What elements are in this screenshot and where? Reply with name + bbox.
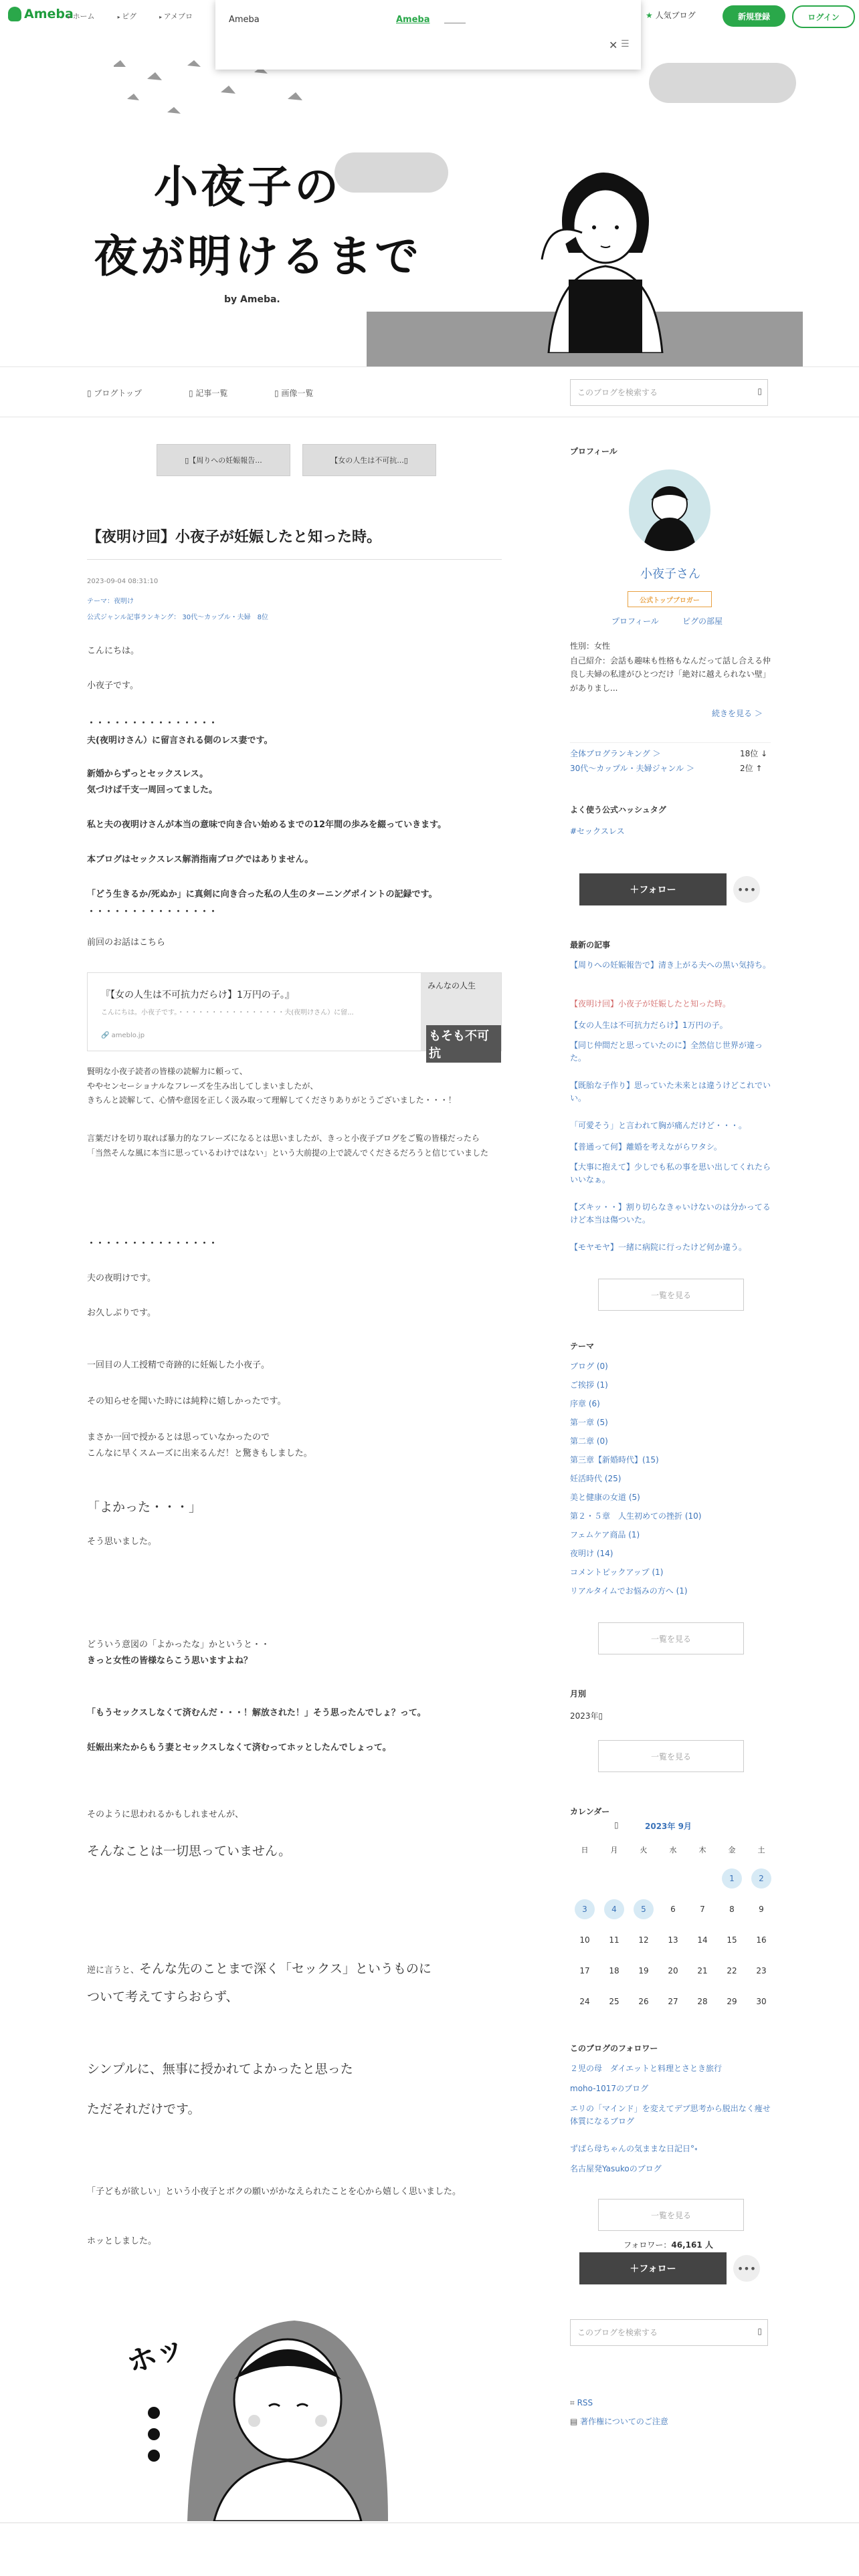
calendar-day: 23 [756, 1966, 767, 1975]
latest-article-link[interactable]: 【モヤモヤ】一緒に病院に行ったけど何か違う。 [570, 1243, 747, 1252]
paragraph: 言葉だけを切り取れば暴力的なフレーズになるとは思いましたが、きっと小夜子ブログをご覧の皆様だったら 「当然そんな風に本当に思っているわけではない」という大前提の上で読んでくださるだろうと信じていました [87, 1134, 489, 1158]
husband-illustration [120, 2306, 401, 2521]
link-card-title: 『【女の人生は不可抗力だらけ】1万円の子。』 [101, 990, 294, 1000]
hashtag-heading: よく使う公式ハッシュタグ [570, 805, 666, 815]
ranking-genre[interactable]: 30代〜カップル・夫婦ジャンル ＞ [570, 764, 694, 773]
follower-blog-link[interactable]: エリの「マインド」を変えてデブ思考から脱出なく痩せ体質になるブログ [570, 2104, 771, 2127]
login-button[interactable]: ログイン [792, 5, 855, 28]
read-more-link[interactable]: 続きを見る ＞ [712, 709, 763, 718]
paragraph-large: そんなことは一切思っていません。 [87, 1844, 292, 1858]
paragraph: 「どう生きるか/死ぬか」に真剣に向き合った私の人生のターニングポイントの記録です。 [87, 889, 438, 899]
ameba-logo[interactable]: Ameba [8, 7, 74, 21]
paragraph-large: ついて考えてすらおらず、 [87, 1990, 239, 2004]
paragraph: 小夜子です。 [87, 681, 138, 691]
header-title-line2: 夜が明けるまで [94, 231, 421, 282]
star-icon: ★ [646, 11, 653, 20]
nav-pigg[interactable]: ▸ ピグ [118, 11, 137, 21]
calendar-day: 26 [638, 1997, 649, 2006]
cloud-shape [649, 63, 796, 103]
theme-link[interactable]: フェムケア商品 (1) [570, 1530, 640, 1539]
calendar-day: 29 [727, 1997, 737, 2006]
calendar-weekday: 水 [669, 1846, 677, 1854]
prev-article-button[interactable]: ▯ 【周りへの妊娠報告... [157, 444, 290, 476]
official-badge: 公式トップブロガー [628, 591, 712, 607]
latest-article-link[interactable]: 【周りへの妊娠報告で】清き上がる夫への黒い気持ち。 [570, 960, 771, 970]
paragraph: きっと女性の皆様ならこう思いますよね？ [87, 1656, 253, 1666]
divider [570, 742, 771, 743]
link-card-thumbnail: みんなの人生 もそも不可抗 [421, 973, 501, 1051]
ranking-overall-value: 18位 ↓ [740, 749, 768, 758]
close-icon[interactable]: ✕ [609, 39, 618, 51]
global-nav [68, 11, 193, 21]
chevron-down-icon: ▯ [598, 1711, 603, 1721]
theme-link[interactable]: 第一章 (5) [570, 1418, 608, 1427]
nav-image-list[interactable]: ▯ 画像一覧 [274, 389, 314, 398]
article-date: 2023-09-04 08:31:10 [87, 578, 159, 585]
see-all-themes-button[interactable]: 一覧を見る [598, 1622, 744, 1654]
dots-separator: ・・・・・・・・・・・・・・・ [87, 1239, 218, 1249]
calendar-day: 9 [759, 1905, 764, 1914]
copyright-link[interactable]: ▤ 著作権についてのご注意 [570, 2417, 668, 2426]
paragraph: そのように思われるかもしれませんが、 [87, 1810, 244, 1820]
theme-link[interactable]: コメントピックアップ (1) [570, 1568, 664, 1577]
calendar-day: 17 [579, 1966, 590, 1975]
paragraph: 「もうセックスしなくて済むんだ・・・！解放された！」そう思ったんでしょ？って。 [87, 1708, 426, 1718]
calendar-prev-icon[interactable]: ▯ [614, 1820, 619, 1830]
calendar-day[interactable]: 4 [604, 1899, 624, 1919]
ranking-genre-value: 2位 ↑ [740, 764, 763, 773]
follow-button[interactable]: ＋フォロー [579, 873, 727, 905]
blog-nav [0, 366, 859, 417]
paragraph: まさか一回で授かるとは思っていなかったので [87, 1432, 270, 1442]
paragraph: 一回目の人工授精で奇跡的に妊娠した小夜子。 [87, 1360, 270, 1370]
calendar-heading: カレンダー [570, 1807, 610, 1816]
paragraph: 新婚からずっとセックスレス。 [87, 769, 209, 779]
paragraph-large: 「よかった・・・」 [87, 1500, 202, 1515]
dots-separator: ・・・・・・・・・・・・・・・ [87, 718, 218, 728]
calendar-day: 24 [579, 1997, 590, 2006]
menu-icon[interactable]: ☰ [621, 39, 630, 49]
paragraph: お久しぶりです。 [87, 1308, 156, 1318]
calendar-day: 10 [579, 1935, 590, 1945]
theme-link[interactable]: 妊活時代 (25) [570, 1474, 622, 1483]
profile-heading: プロフィール [570, 447, 617, 456]
link-card-domain: 🔗 ameblo.jp [101, 1032, 145, 1039]
next-article-button[interactable]: 【女の人生は不可抗... ▯ [302, 444, 436, 476]
paragraph-large: シンプルに、無事に授かれてよかったと思った [87, 2062, 353, 2076]
link-card-desc: こんにちは。小夜子です。・・・・・・・・・・・・・・・・夫(夜明けさん）に留... [101, 1009, 354, 1016]
paragraph: ホッとしました。 [87, 2236, 157, 2246]
hashtag-link[interactable]: #セックスレス [570, 827, 625, 836]
calendar-day: 27 [668, 1997, 678, 2006]
theme-heading: テーマ [570, 1341, 595, 1351]
blog-header-image[interactable] [0, 32, 859, 366]
nav-blog-top[interactable]: ▯ ブログトップ [87, 389, 142, 398]
nav-article-list[interactable]: ▯ 記事一覧 [189, 389, 228, 398]
see-all-followers-button[interactable]: 一覧を見る [598, 2199, 744, 2231]
calendar-day[interactable]: 5 [634, 1899, 654, 1919]
calendar-weekday: 木 [698, 1846, 706, 1854]
paragraph-large: 逆に言うと、そんな先のことまで深く「セックス」というものに [87, 1961, 432, 1976]
theme-link[interactable]: 第二章 (0) [570, 1436, 608, 1446]
latest-article-link[interactable]: 【大事に抱えて】少しでも私の事を思い出してくれたらいいなぁ。 [570, 1162, 771, 1185]
calendar-day: 20 [668, 1966, 678, 1975]
ranking-overall[interactable]: 全体ブログランキング ＞ [570, 749, 661, 758]
avatar-illustration [629, 469, 710, 551]
paragraph: 本ブログはセックスレス解消指南ブログではありません。 [87, 855, 314, 865]
theme-link[interactable]: 第２・５章 人生初めての挫折 (10) [570, 1511, 702, 1521]
profile-link[interactable]: プロフィール [611, 617, 659, 626]
ad-popup [215, 0, 641, 70]
calendar-weekday: 月 [610, 1846, 618, 1854]
dots-separator: ・・・・・・・・・・・・・・・ [87, 907, 218, 917]
latest-article-link[interactable]: 【同じ仲間だと思っていたのに】全然信じ世界が違った。 [570, 1041, 763, 1063]
calendar-day: 15 [727, 1935, 737, 1945]
pig-room-link[interactable]: ピグの部屋 [682, 617, 723, 626]
monthly-heading: 月別 [570, 1689, 587, 1699]
link-card[interactable] [87, 972, 502, 1061]
follower-blog-link[interactable]: ２児の母 ダイエットと料理とさとき旅行 [570, 2064, 723, 2073]
follower-blog-link[interactable]: moho-1017のブログ [570, 2084, 649, 2093]
calendar-day: 30 [756, 1997, 767, 2006]
theme-link[interactable]: 夜明け (14) [570, 1549, 613, 1558]
calendar-day: 7 [700, 1905, 705, 1914]
header-title-line1: 小夜子の [154, 161, 341, 213]
paragraph: そう思いました。 [87, 1537, 157, 1547]
theme-link[interactable]: 序章 (6) [570, 1399, 600, 1408]
see-all-monthly-button[interactable]: 一覧を見る [598, 1740, 744, 1772]
latest-heading: 最新の記事 [570, 940, 611, 950]
popup-link[interactable]: Ameba [396, 15, 430, 25]
search-icon[interactable]: ▯ [757, 2327, 762, 2336]
calendar-weekday: 金 [728, 1846, 736, 1854]
calendar-weekday: 火 [640, 1846, 648, 1854]
paragraph: 私と夫の夜明けさんが本当の意味で向き合い始めるまでの12年間の歩みを綴っていきます。 [87, 820, 447, 830]
latest-article-link[interactable]: 【女の人生は不可抗力だらけ】1万円の子。 [570, 1021, 728, 1030]
theme-link[interactable]: 美と健康の女道 (5) [570, 1493, 640, 1502]
theme-link[interactable]: ご挨拶 (1) [570, 1380, 608, 1390]
blog-search-input[interactable]: このブログを検索する ▯ [570, 379, 768, 406]
calendar-day: 12 [638, 1935, 649, 1945]
follower-blog-link[interactable]: 名古屋発Yasukoのブログ [570, 2164, 662, 2173]
nav-ameblo[interactable]: ▸ アメブロ [159, 11, 193, 21]
theme-link[interactable]: リアルタイムでお悩みの方へ (1) [570, 1586, 688, 1596]
calendar-weekday: 土 [757, 1846, 765, 1854]
paragraph-large: ただそれだけです。 [87, 2102, 201, 2117]
calendar-day: 18 [609, 1966, 619, 1975]
monthly-2023-link[interactable]: 2023年▯ [570, 1711, 603, 1721]
follower-count: フォロワー：46,161 人 [624, 2240, 713, 2250]
paragraph: その知らせを聞いた時には純粋に嬉しかったです。 [87, 1396, 286, 1406]
more-options-icon[interactable]: ••• [733, 2255, 760, 2282]
calendar-grid [570, 1839, 771, 1840]
calendar-day[interactable]: 1 [722, 1868, 742, 1889]
more-options-icon[interactable]: ••• [733, 876, 760, 903]
profile-intro: 自己紹介：会話も趣味も性格もなんだって話し合える仲良し夫婦の私達がひとつだけ「絶対に越えられない壁」がありまし... [570, 656, 771, 693]
document-icon: ▤ [570, 2417, 578, 2426]
blog-search-input-bottom[interactable]: このブログを検索する ▯ [570, 2319, 768, 2346]
see-all-latest-button[interactable]: 一覧を見る [598, 1279, 744, 1311]
paragraph: 賢明な小夜子読者の皆様の読解力に頼って、 ややセンセーショナルなフレーズを生み出してしまいましたが、 きちんと読解して、心情や意図を正しく汲み取って理解してくださりありがとうございました・・・！ [87, 1067, 456, 1105]
profile-name[interactable]: 小夜子さん [640, 567, 700, 581]
divider [87, 559, 502, 560]
paragraph: こんにちは。 [87, 646, 140, 656]
header-by-ameba: by Ameba. [224, 294, 280, 305]
paragraph: 妊娠出来たからもう妻とセックスしなくて済むってホッとしたんでしょって。 [87, 1743, 391, 1753]
calendar-day: 11 [609, 1935, 619, 1945]
rss-icon: ⌗ [570, 2398, 575, 2407]
calendar-day: 6 [670, 1905, 676, 1914]
search-icon[interactable]: ▯ [757, 387, 762, 396]
calendar-day: 28 [697, 1997, 708, 2006]
latest-article-link[interactable]: 【既胎な子作り】思っていた未来とは違うけどこれでいい。 [570, 1081, 771, 1103]
nav-home[interactable]: ▸ ホーム [68, 11, 95, 21]
paragraph: 「子どもが欲しい」という小夜子とボクの願いがかなえられたことを心から嬉しく思いました。 [87, 2187, 462, 2197]
frog-icon [8, 7, 21, 21]
article-ranking[interactable]: 公式ジャンル記事ランキング： 30代〜カップル・夫婦 8位 [87, 614, 269, 621]
followers-heading: このブログのフォロワー [570, 2044, 658, 2053]
illustration-text: ホッ [122, 2329, 190, 2381]
paragraph: 気づけば千支一周回ってました。 [87, 785, 218, 795]
latest-article-link[interactable]: 【ズキッ・・】割り切らなきゃいけないのは分かってるけど本当は傷ついた。 [570, 1202, 771, 1225]
calendar-weekday: 日 [581, 1846, 589, 1854]
theme-link[interactable]: 第三章【新婚時代】(15) [570, 1455, 659, 1465]
prev-story-label: 前回のお話はこちら [87, 938, 166, 948]
calendar-day: 14 [697, 1935, 708, 1945]
rss-link[interactable]: ⌗ RSS [570, 2398, 593, 2407]
woman-illustration [522, 152, 716, 353]
latest-article-link[interactable]: 「可愛そう」と言われて胸が痛んだけど・・・。 [570, 1121, 747, 1130]
paragraph: 夫(夜明けさん）に留言される側のレス妻です。 [87, 736, 273, 746]
paragraph: こんなに早くスムーズに出来るんだ！と驚きもしました。 [87, 1448, 312, 1459]
calendar-day: 19 [638, 1966, 649, 1975]
register-button[interactable]: 新規登録 [723, 5, 785, 27]
cloud-shape [335, 152, 448, 193]
article-theme[interactable]: テーマ：夜明け [87, 598, 134, 605]
calendar-title: 2023年 9月 [645, 1822, 692, 1831]
calendar-day: 25 [609, 1997, 619, 2006]
calendar-day: 13 [668, 1935, 678, 1945]
popular-blog-link[interactable]: ★ 人気ブログ [646, 11, 696, 20]
paragraph: どういう意図の「よかったな」かというと・・ [87, 1640, 270, 1650]
calendar-day: 16 [756, 1935, 767, 1945]
calendar-day: 8 [729, 1905, 735, 1914]
calendar-day[interactable]: 2 [751, 1868, 771, 1889]
calendar-day: 22 [727, 1966, 737, 1975]
follow-button-bottom[interactable]: ＋フォロー [579, 2252, 727, 2284]
calendar-day: 21 [697, 1966, 708, 1975]
article-title: 【夜明け回】小夜子が妊娠したと知った時。 [87, 529, 382, 546]
latest-article-link[interactable]: 【夜明け回】小夜子が妊娠したと知った時。 [570, 999, 731, 1008]
calendar-day[interactable]: 3 [575, 1899, 595, 1919]
follower-blog-link[interactable]: ずばら母ちゃんの気ままな日記日°˖ [570, 2144, 698, 2153]
theme-link[interactable]: ブログ (0) [570, 1362, 608, 1371]
latest-article-link[interactable]: 【普通って何】離婚を考えながらワタシ。 [570, 1142, 722, 1152]
profile-avatar[interactable] [629, 469, 710, 551]
profile-gender: 性別：女性 [570, 641, 611, 651]
popup-label: Ameba [229, 15, 260, 25]
paragraph: 夫の夜明けです。 [87, 1273, 156, 1283]
